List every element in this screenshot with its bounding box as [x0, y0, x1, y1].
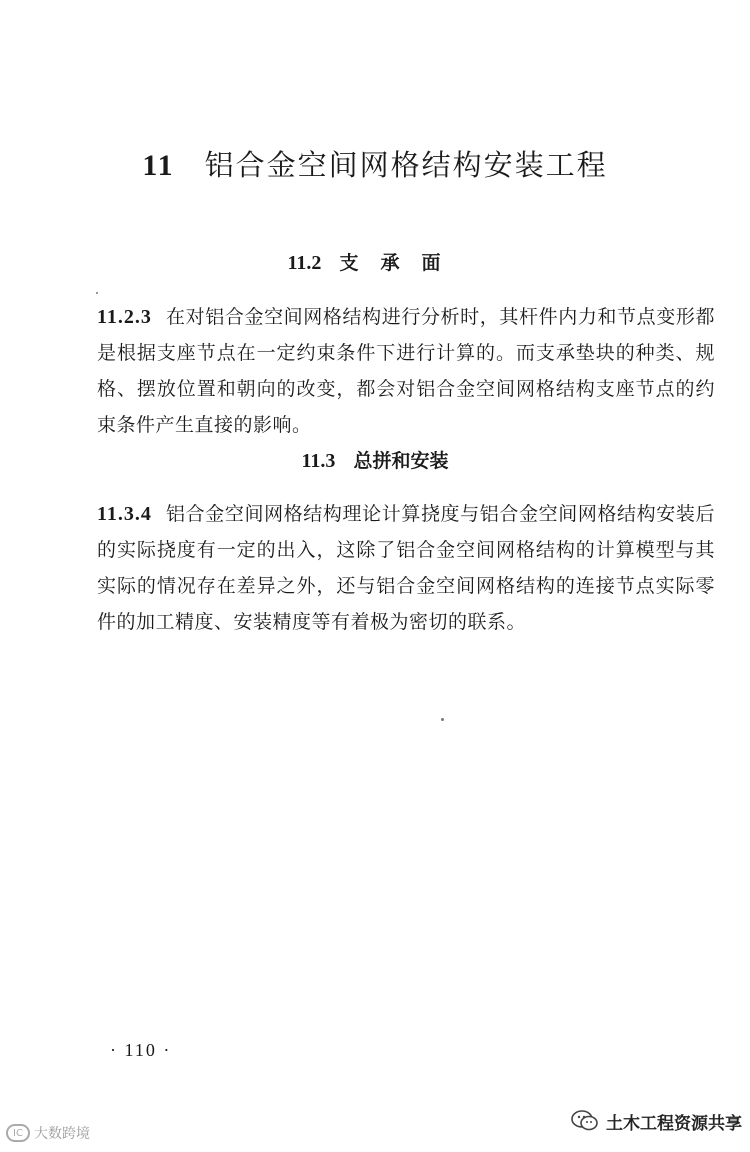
- chapter-number: 11: [142, 149, 175, 183]
- section-heading-11-3: [0, 446, 750, 473]
- scan-speck: [96, 292, 98, 294]
- scan-speck: [441, 718, 444, 721]
- clause-paragraph-11-2-3: [97, 299, 715, 443]
- clause-text: 在对铝合金空间网格结构进行分析时，其杆件内力和节点变形都是根据支座节点在一定约束条件下进行计算的。而支承垫块的种类、规格、摆放位置和朝向的改变，都会对铝合金空间网格结构支座节点的约束条件产生直接的影响。: [97, 306, 715, 436]
- watermark-right: [570, 1106, 742, 1136]
- chapter-title: [0, 143, 750, 184]
- ic-logo-icon: IC: [6, 1124, 30, 1142]
- section-number: 11.2: [287, 251, 322, 274]
- clause-paragraph-11-3-4: [97, 496, 715, 640]
- wechat-icon: [570, 1109, 600, 1133]
- chapter-title-text: 铝合金空间网格结构安装工程: [204, 148, 608, 183]
- page-number: · 110 ·: [110, 1040, 172, 1060]
- section-title: 总拼和安装: [353, 449, 449, 472]
- clause-number: 11.3.4: [97, 503, 152, 525]
- section-title: 支承面: [339, 251, 463, 274]
- watermark-left: [6, 1122, 90, 1144]
- watermark-left-text: 大数跨境: [34, 1126, 90, 1142]
- watermark-right-text: 土木工程资源共享: [606, 1113, 742, 1134]
- clause-number: 11.2.3: [97, 306, 152, 328]
- section-number: 11.3: [301, 449, 336, 472]
- clause-text: 铝合金空间网格结构理论计算挠度与铝合金空间网格结构安装后的实际挠度有一定的出入，这除了铝合金空间网格结构的计算模型与其实际的情况存在差异之外，还与铝合金空间网格结构的连接节点实际零件的加工精度、安装精度等有着极为密切的联系。: [97, 503, 715, 633]
- section-heading-11-2: [0, 248, 750, 275]
